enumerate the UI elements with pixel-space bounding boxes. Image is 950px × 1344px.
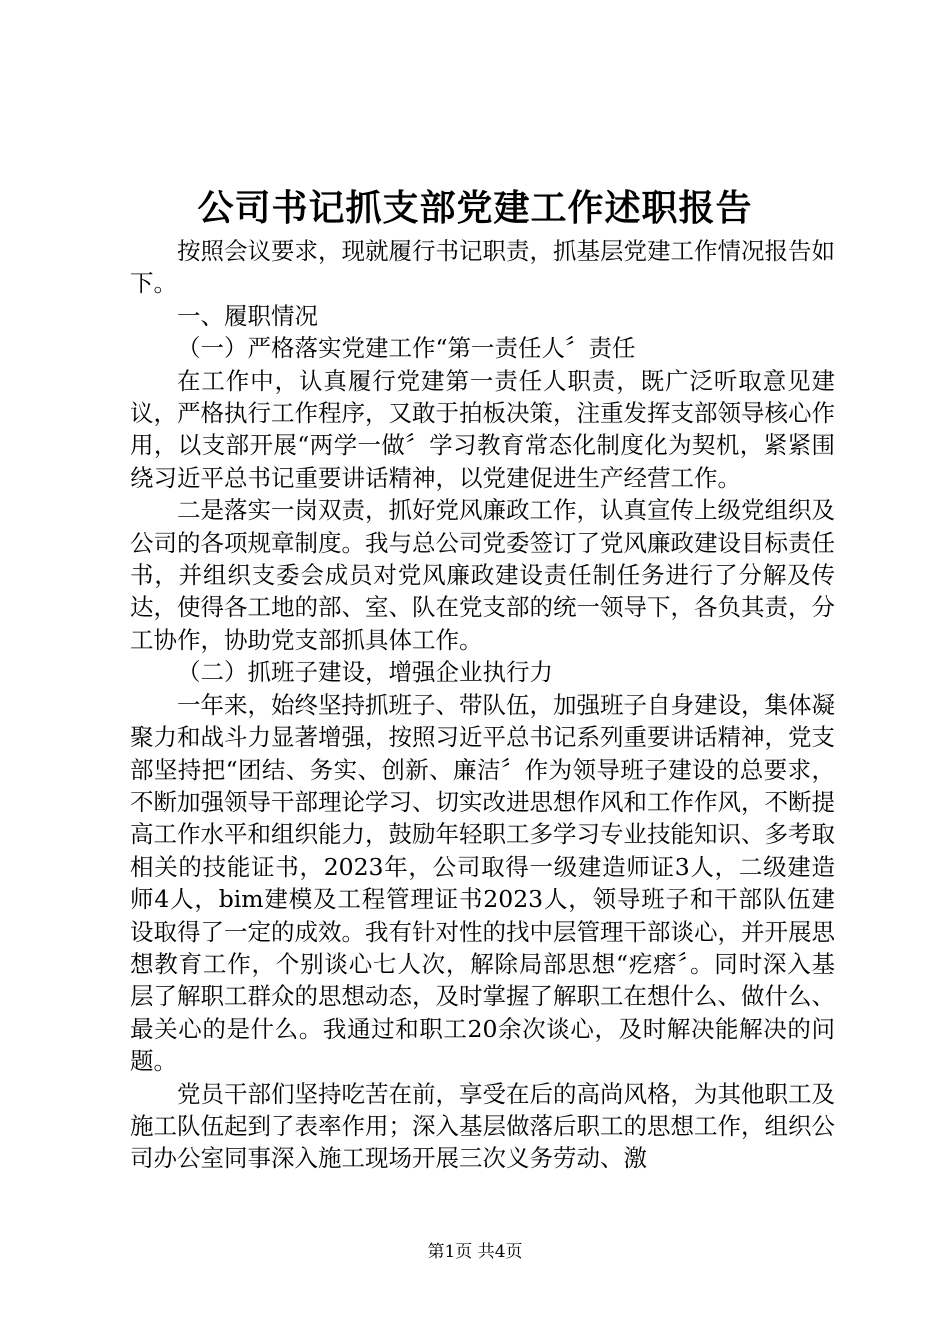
page-footer: 第1页 共4页 (427, 1242, 523, 1262)
subsection-heading-2: （二）抓班子建设，增强企业执行力 (177, 658, 553, 687)
paragraph-body: 在工作中，认真履行党建第一责任人职责，既广泛听取意见建议，严格执行工作程序，又敢于拍板决策，注重发挥支部领导核心作用，以支部开展“两学一做〞学习教育常态化制度化为契机，紧紧围绕习近平总书记重要讲话精神，以党建促进生产经营工作。 (130, 366, 835, 492)
paragraph-body: 二是落实一岗双责，抓好党风廉政工作，认真宣传上级党组织及公司的各项规章制度。我与总公司党委签订了党风廉政建设目标责任书，并组织支委会成员对党风廉政建设责任制任务进行了分解及传达，使得各工地的部、室、队在党支部的统一领导下，各负其责，分工协作，协助党支部抓具体工作。 (130, 496, 835, 654)
document-title: 公司书记抓支部党建工作述职报告 (197, 187, 753, 229)
paragraph-body: 一年来，始终坚持抓班子、带队伍，加强班子自身建设，集体凝聚力和战斗力显著增强，按照习近平总书记系列重要讲话精神，党支部坚持把“团结、务实、创新、廉洁〞作为领导班子建设的总要求，不断加强领导干部理论学习、切实改进思想作风和工作作风，不断提高工作水平和组织能力，鼓励年轻职工多学习专业技能知识、多考取相关的技能证书，2023年，公司取得一级建造师证3人，二级建造师4人，bim建模及工程管理证书2023人，领导班子和干部队伍建设取得了一定的成效。我有针对性的找中层管理干部谈心，并开展思想教育工作，个别谈心七人次，解除局部思想“疙瘩〞。同时深入基层了解职工群众的思想动态，及时掌握了解职工在想什么、做什么、最关心的是什么。我通过和职工20余次谈心，及时解决能解决的问题。 (130, 690, 835, 1076)
document-body (130, 235, 835, 1175)
paragraph-body: 党员干部们坚持吃苦在前，享受在后的高尚风格，为其他职工及施工队伍起到了表率作用；深入基层做落后职工的思想工作，组织公司办公室同事深入施工现场开展三次义务劳动、激 (130, 1079, 835, 1173)
subsection-heading-1: （一）严格落实党建工作“第一责任人〞责任 (177, 334, 636, 363)
paragraph-intro: 按照会议要求，现就履行书记职责，抓基层党建工作情况报告如下。 (130, 237, 835, 298)
section-heading-1: 一、履职情况 (177, 301, 318, 330)
